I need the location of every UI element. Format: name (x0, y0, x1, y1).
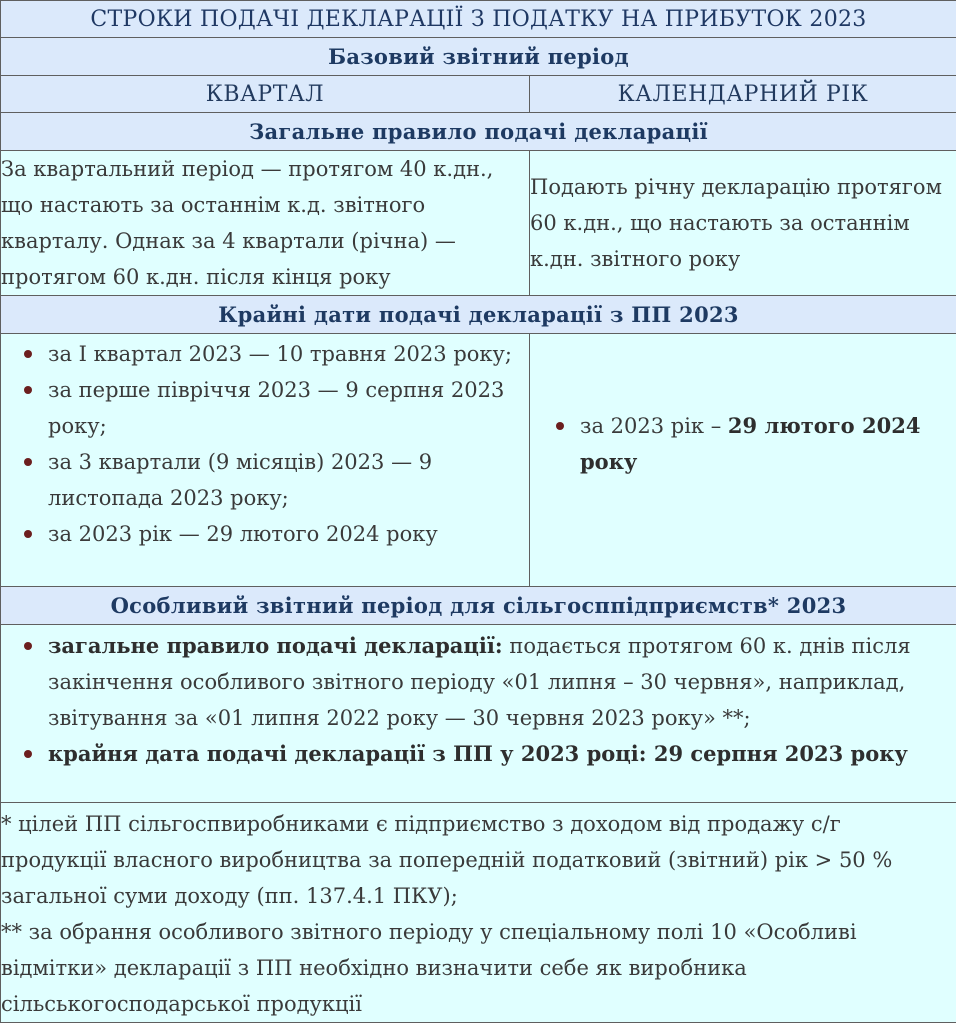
deadlines-year-list (530, 408, 956, 480)
list-item: за 2023 рік — 29 лютого 2024 року (48, 516, 529, 552)
general-rule-year-cell (530, 151, 956, 296)
base-period-heading: Базовий звітний період (1, 38, 956, 76)
year-item-prefix: за 2023 рік – (580, 414, 722, 438)
table-title: СТРОКИ ПОДАЧІ ДЕКЛАРАЦІЇ З ПОДАТКУ НА ПРИБУТОК 2023 (1, 1, 956, 38)
special-period-list (1, 628, 916, 772)
column-header-quarter: КВАРТАЛ (1, 76, 530, 113)
special-item1-text: подається протягом 60 к. днів після закінчення особливого звітного періоду «01 липня – 30 червня», наприклад, звітування за «01 липня 2022 року — 30 червня 2023 року» **; (48, 634, 911, 730)
footnote-2: ** за обрання особливого звітного періоду у спеціальному полі 10 «Особливі відмітки» декларації з ПП необхідно визначити себе як виробника сільськогосподарської продукції (1, 920, 857, 1016)
special-period-heading: Особливий звітний період для сільгосппідприємств* 2023 (1, 587, 956, 625)
deadlines-year-cell (530, 334, 956, 587)
footnote-1: * цілей ПП сільгоспвиробниками є підприємство з доходом від продажу с/г продукції власного виробництва за попередній податковий (звітний) рік > 50 % загальної суми доходу (пп. 137.4.1 ПКУ); (1, 812, 893, 908)
list-item (48, 628, 916, 736)
list-item: за 3 квартали (9 місяців) 2023 — 9 листопада 2023 року; (48, 444, 529, 516)
deadlines-quarter-list (1, 336, 529, 552)
general-rule-heading: Загальне правило подачі декларації (1, 113, 956, 151)
general-rule-quarter-cell (1, 151, 530, 296)
general-rule-year-text: Подають річну декларацію протягом 60 к.дн., що настають за останнім к.дн. звітного року (530, 175, 942, 271)
general-rule-quarter-text: За квартальний період — протягом 40 к.дн., що настають за останнім к.д. звітного кварталу. Однак за 4 квартали (річна) — протягом 60 к.дн. після кінця року (1, 157, 494, 289)
year-item-date: 29 лютого 2024 року (580, 413, 921, 474)
list-item (48, 736, 916, 772)
footnotes-cell (1, 803, 956, 1023)
special-item1-label: загальне правило подачі декларації: (48, 633, 503, 658)
list-item (580, 408, 936, 480)
deadlines-heading: Крайні дати подачі декларації з ПП 2023 (1, 296, 956, 334)
column-header-year: КАЛЕНДАРНИЙ РІК (530, 76, 956, 113)
list-item: за перше півріччя 2023 — 9 серпня 2023 року; (48, 372, 529, 444)
special-period-cell (1, 625, 956, 803)
deadlines-quarter-cell (1, 334, 530, 587)
list-item: за I квартал 2023 — 10 травня 2023 року; (48, 336, 529, 372)
special-item2-text: крайня дата подачі декларації з ПП у 2023 році: 29 серпня 2023 року (48, 741, 908, 766)
